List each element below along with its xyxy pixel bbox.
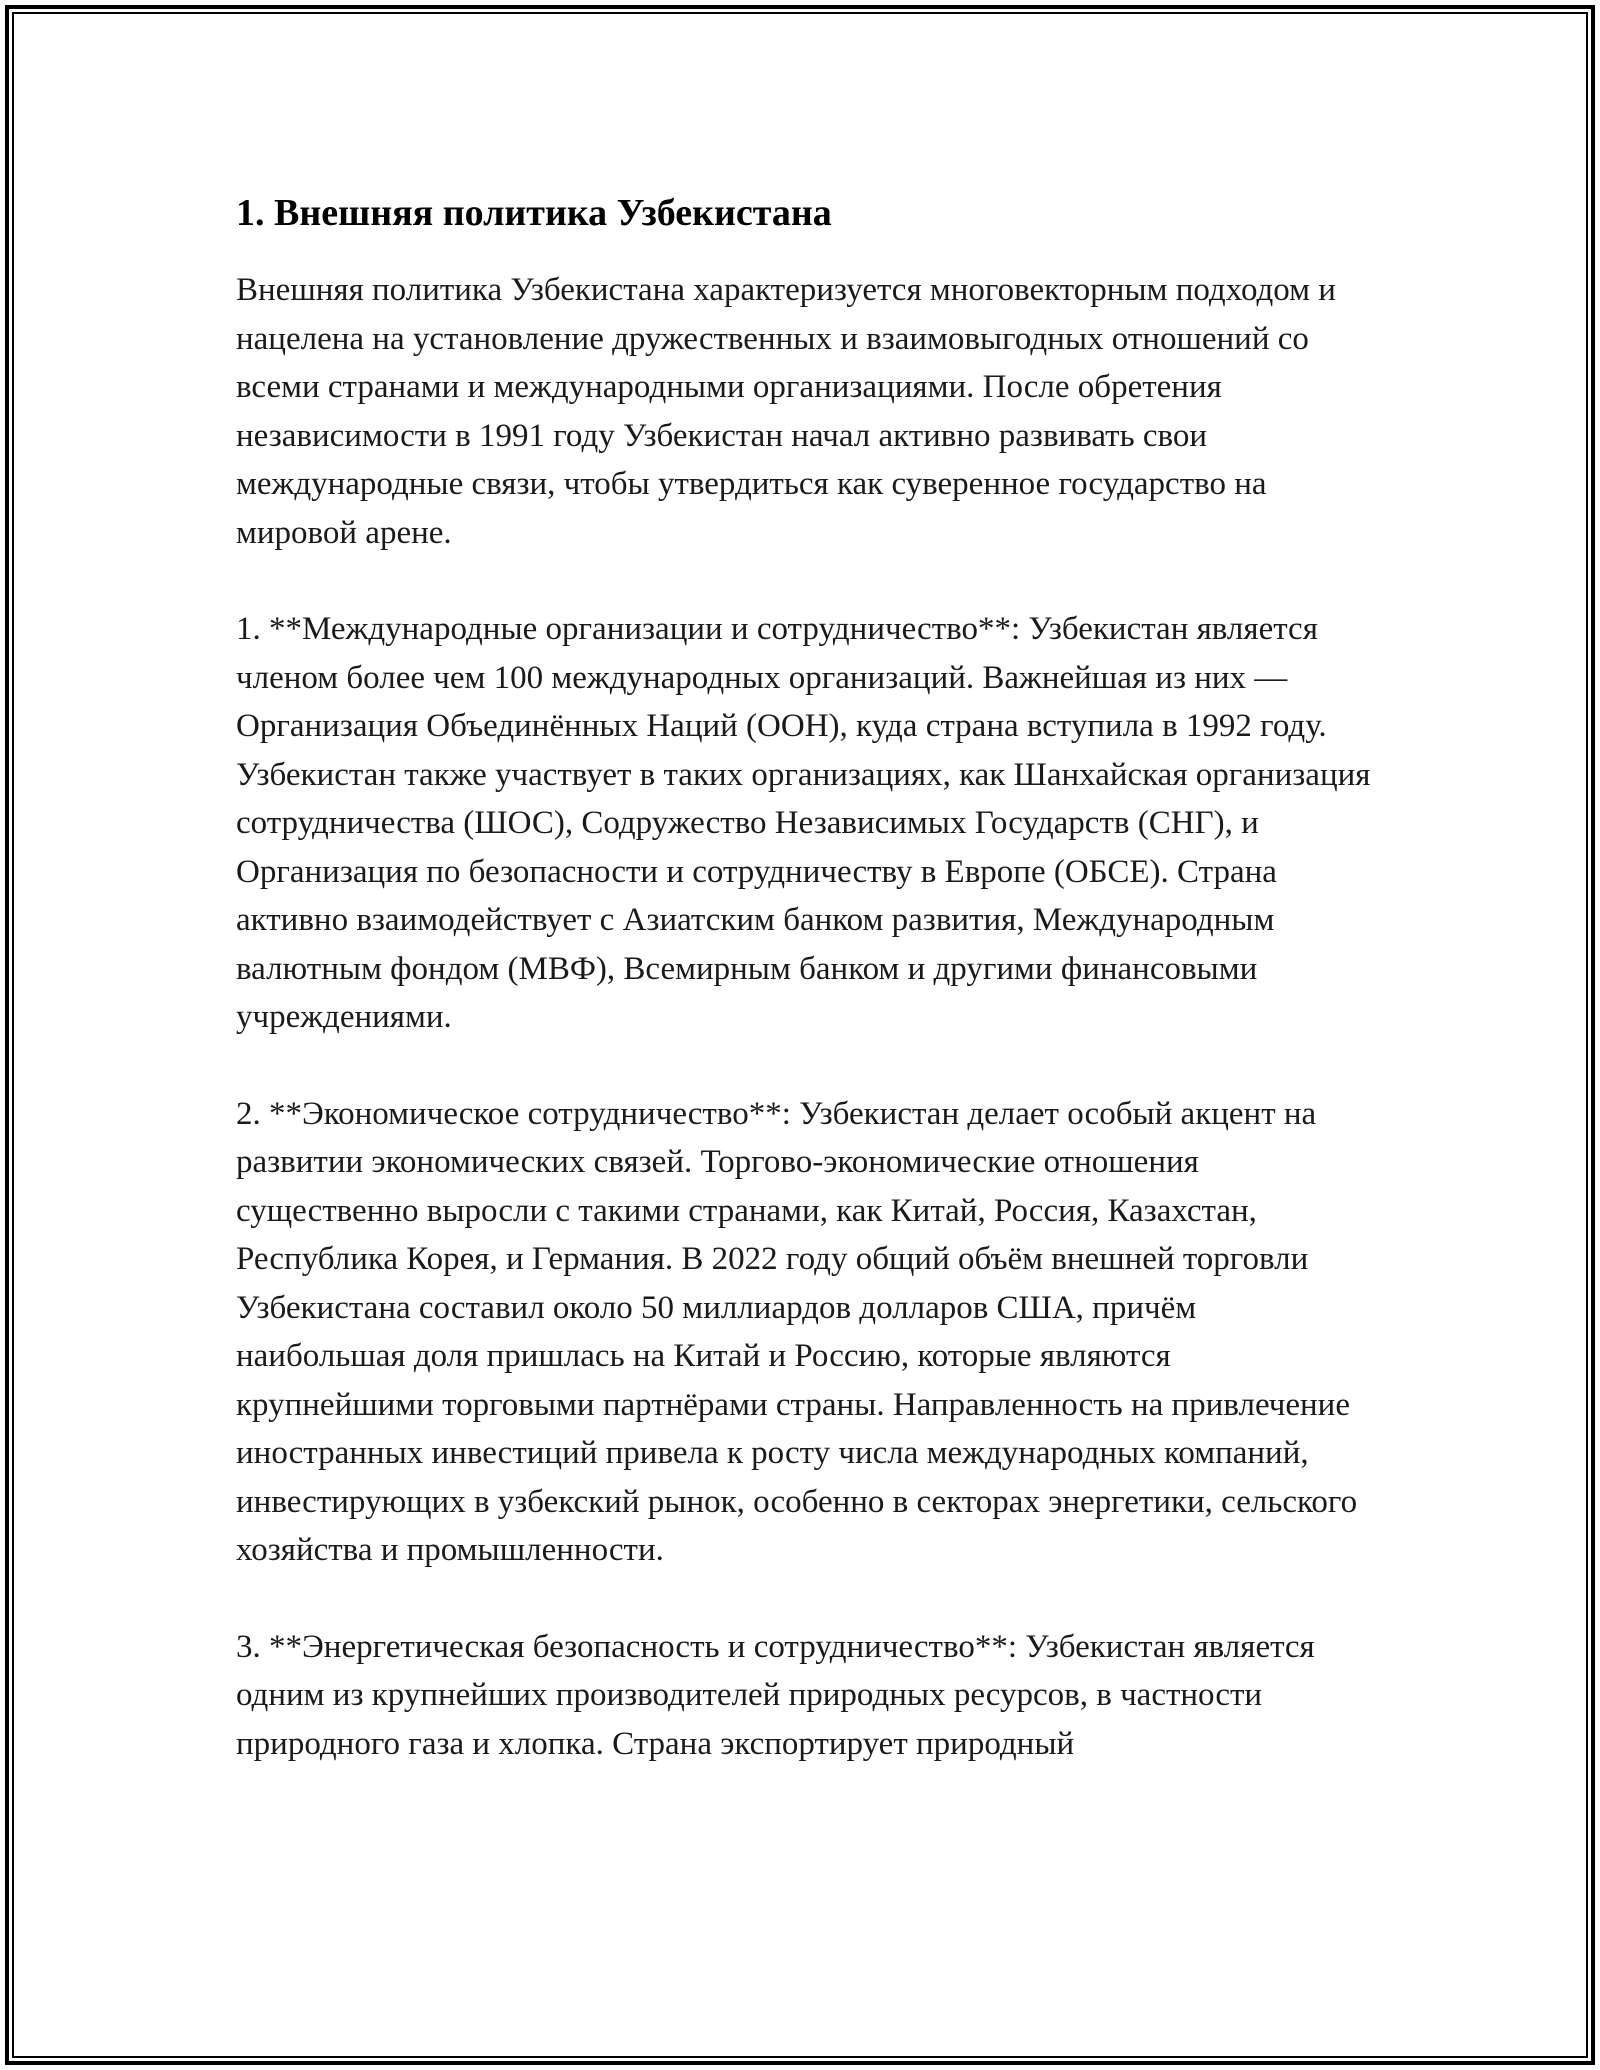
intro-paragraph: Внешняя политика Узбекистана характеризуется многовекторным подходом и нацелена на установление дружественных и взаимовыгодных отношений со всеми странами и международными организациями. После обретения независимости в 1991 году Узбекистан начал активно развивать свои международные связи, чтобы утвердиться как суверенное государство на мировой арене. <box>236 272 1336 551</box>
document-body <box>236 186 1371 1816</box>
paragraph-economic-cooperation: 2. **Экономическое сотрудничество**: Узбекистан делает особый акцент на развитии экономических связей. Торгово-экономические отношения существенно выросли с такими странами, как Китай, Россия, Казахстан, Республика Корея, и Германия. В 2022 году общий объём внешней торговли Узбекистана составил около 50 миллиардов долларов США, причём наибольшая доля пришлась на Китай и Россию, которые являются крупнейшими торговыми партнёрами страны. Направленность на привлечение иностранных инвестиций привела к росту числа международных компаний, инвестирующих в узбекский рынок, особенно в секторах энергетики, сельского хозяйства и промышленности. <box>236 1095 1358 1568</box>
paragraph-international-organizations: 1. **Международные организации и сотрудничество**: Узбекистан является членом более чем 100 международных организаций. Важнейшая из них — Организация Объединённых Наций (ООН), куда страна вступила в 1992 году. Узбекистан также участвует в таких организациях, как Шанхайская организация сотрудничества (ШОС), Содружество Независимых Государств (СНГ), и Организация по безопасности и сотрудничеству в Европе (ОБСЕ). Страна активно взаимодействует с Азиатским банком развития, Международным валютным фондом (МВФ), Всемирным банком и другими финансовыми учреждениями. <box>236 611 1371 1035</box>
section-heading: 1. Внешняя политика Узбекистана <box>236 192 832 234</box>
paragraph-energy-security: 3. **Энергетическая безопасность и сотрудничество**: Узбекистан является одним из крупнейших производителей природных ресурсов, в частности природного газа и хлопка. Страна экспортирует природный <box>236 1628 1315 1762</box>
